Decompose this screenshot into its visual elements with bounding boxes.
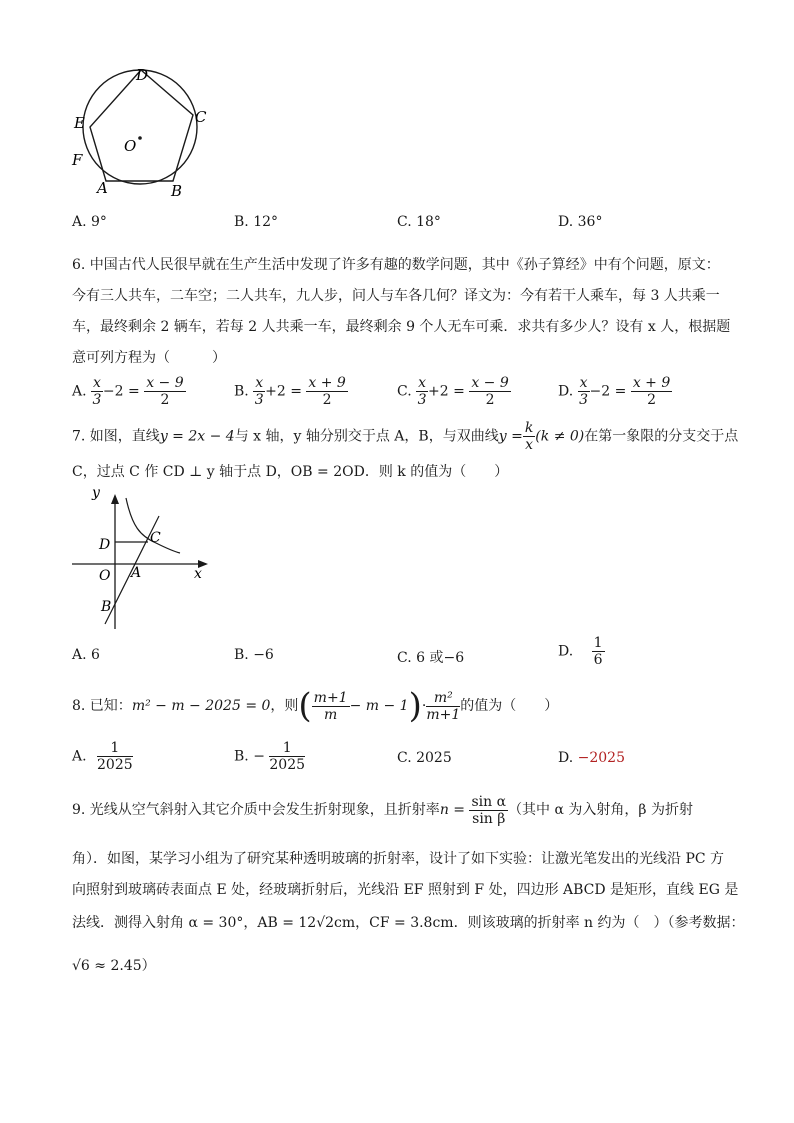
label-A: A: [131, 565, 142, 581]
q5-option-a[interactable]: A. 9°: [72, 214, 107, 230]
q6-line-4: 意可列方程为（ ）: [72, 350, 226, 366]
q9-line-1: 9. 光线从空气斜射入其它介质中会发生折射现象，且折射率n = $\frac{\text{sin α}}{\text{sin β}}$ （其中 α 为入射角，β 为折射: [72, 793, 693, 827]
q6-option-b[interactable]: B. $\frac{x}{3}$ +2 = $\frac{x + 9}{2}$: [234, 375, 346, 408]
q7-option-d[interactable]: D. $\frac{1}{6}$: [558, 635, 603, 668]
label-O: O: [124, 137, 137, 155]
label-A: A: [97, 179, 108, 197]
q7-option-a[interactable]: A. 6: [72, 647, 100, 663]
center-point: [138, 136, 142, 140]
circle: [83, 70, 197, 184]
q6-line-1: 6. 中国古代人民很早就在生产生活中发现了许多有趣的数学问题，其中《孙子算经》中有个问题，原文：: [72, 257, 720, 273]
q6-option-d[interactable]: D. $\frac{x}{3}$ −2 = $\frac{x + 9}{2}$: [558, 375, 671, 408]
q7-line-1: 7. 如图，直线y = 2x − 4与 x 轴，y 轴分别交于点 A，B，与双曲线y = $\frac{k}{x}$ (k ≠ 0)在第一象限的分支交于点: [72, 420, 739, 453]
q8-option-a[interactable]: A. $\frac{1}{2025}$: [72, 740, 133, 773]
q9-line-2: 角）．如图，某学习小组为了研究某种透明玻璃的折射率，设计了如下实验：让激光笔发出的光线沿 PC 方: [72, 851, 725, 867]
label-y: y: [92, 486, 100, 501]
q7-line-2: C，过点 C 作 CD ⊥ y 轴于点 D，OB = 2OD．则 k 的值为（ ）: [72, 464, 509, 480]
q7-option-c[interactable]: C. 6 或−6: [397, 650, 465, 666]
label-x: x: [194, 566, 202, 582]
q5-option-c[interactable]: C. 18°: [397, 214, 441, 230]
label-B: B: [101, 599, 112, 615]
q5-option-b[interactable]: B. 12°: [234, 214, 279, 230]
label-O: O: [99, 568, 111, 584]
label-D: D: [99, 537, 111, 553]
q6-option-c[interactable]: C. $\frac{x}{3}$ +2 = $\frac{x - 9}{2}$: [397, 375, 509, 408]
circle-pentagon-figure: [60, 60, 220, 200]
q9-line-3: 向照射到玻璃砖表面点 E 处，经玻璃折射后，光线沿 EF 照射到 F 处，四边形 ABCD 是矩形，直线 EG 是: [72, 882, 739, 898]
label-C: C: [195, 108, 207, 126]
q7-coordinate-figure: [68, 486, 218, 636]
y-axis-arrow: [111, 494, 119, 504]
q8-option-d[interactable]: D. −2025: [558, 750, 625, 766]
pentagon: [90, 70, 193, 181]
q5-option-d[interactable]: D. 36°: [558, 214, 603, 230]
q9-line-4: 法线．测得入射角 α = 30°，AB = 12√2cm，CF = 3.8cm．则该玻璃的折射率 n 约为（ ）（参考数据：: [72, 915, 745, 931]
q6-line-3: 车，最终剩余 2 辆车，若每 2 人共乘一车，最终剩余 9 个人无车可乘．求共有多少人？设有 x 人，根据题: [72, 319, 731, 335]
q6-line-2: 今有三人共车，二车空；二人共车，九人步，问人与车各几何？译文为：今有若干人乘车，每 3 人共乘一: [72, 288, 720, 304]
label-B: B: [171, 182, 183, 200]
label-C: C: [150, 530, 161, 546]
label-F: F: [72, 151, 83, 169]
label-E: E: [74, 114, 85, 132]
q8-option-c[interactable]: C. 2025: [397, 750, 452, 766]
q9-line-5: √6 ≈ 2.45）: [72, 958, 156, 974]
q7-option-b[interactable]: B. −6: [234, 647, 274, 663]
q8-option-b[interactable]: B. − $\frac{1}{2025}$: [234, 740, 306, 773]
q6-option-a[interactable]: A. $\frac{x}{3}$ −2 = $\frac{x - 9}{2}$: [72, 375, 184, 408]
label-D: D: [136, 66, 149, 84]
q8-stem: 8. 已知：m² − m − 2025 = 0，则( $\frac{m+1}{m}$ − m − 1)· $\frac{\text{m²}}{m+1}$ 的值为（ ）: [72, 686, 559, 726]
